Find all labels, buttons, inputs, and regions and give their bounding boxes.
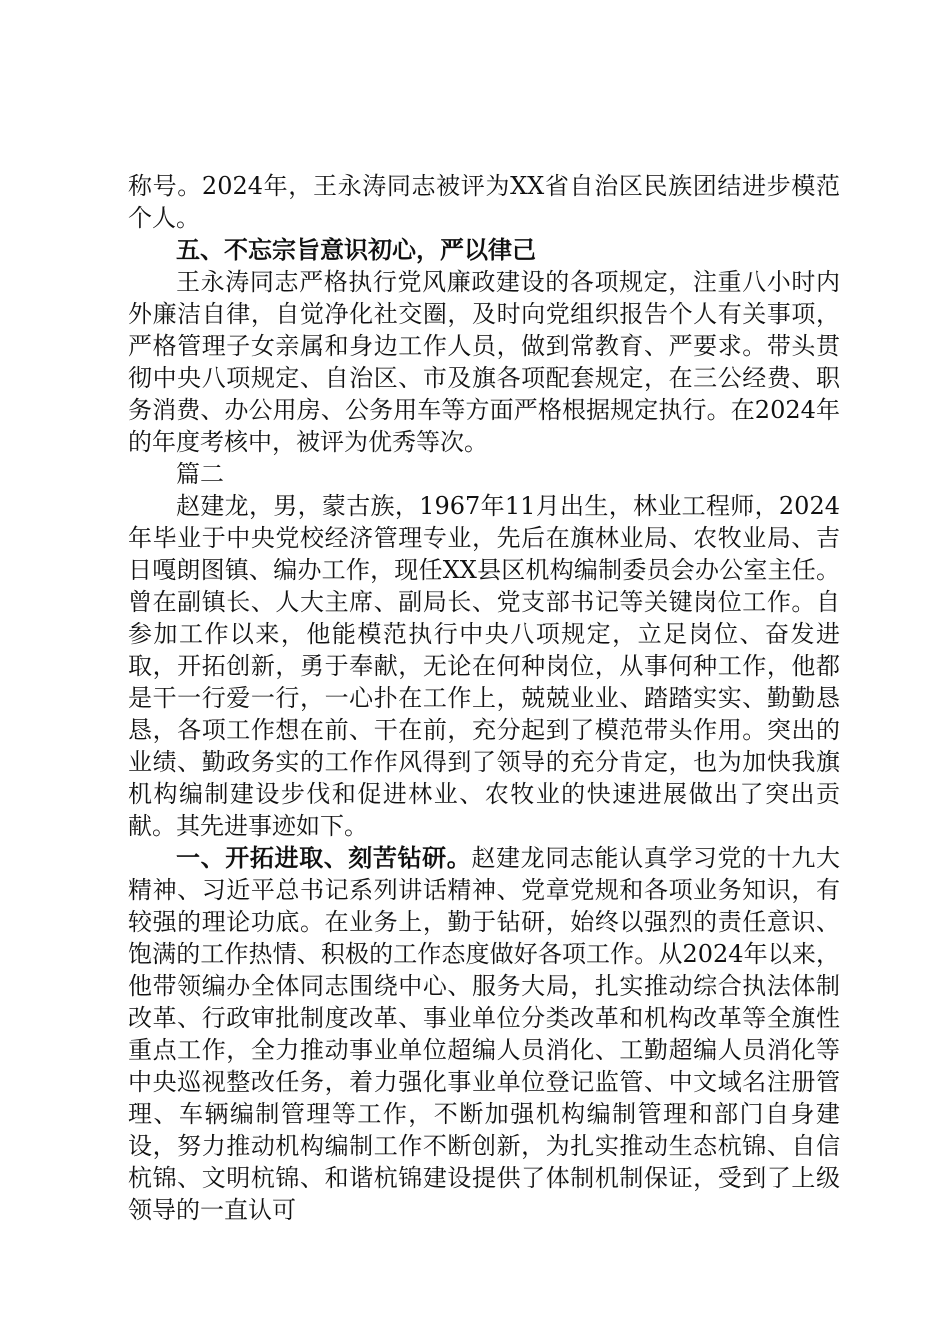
section-one-paragraph	[128, 842, 840, 1226]
section-one-body: 赵建龙同志能认真学习党的十九大精神、习近平总书记系列讲话精神、党章党规和各项业务知识，有较强的理论功底。在业务上，勤于钻研，始终以强烈的责任意识、饱满的工作热情、积极的工作态度做好各项工作。从2024年以来，他带领编办全体同志围绕中心、服务大局，扎实推动综合执法体制改革、行政审批制度改革、事业单位分类改革和机构改革等全旗性重点工作，全力推动事业单位超编人员消化、工勤超编人员消化等中央巡视整改任务，着力强化事业单位登记监管、中文域名注册管理、车辆编制管理等工作，不断加强机构编制管理和部门自身建设，努力推动机构编制工作不断创新，为扎实推动生态杭锦、自信杭锦、文明杭锦、和谐杭锦建设提供了体制机制保证，受到了上级领导的一直认可	[128, 844, 841, 1224]
section-five-body: 王永涛同志严格执行党风廉政建设的各项规定，注重八小时内外廉洁自律，自觉净化社交圈，及时向党组织报告个人有关事项，严格管理子女亲属和身边工作人员，做到常教育、严要求。带头贯彻中央八项规定、自治区、市及旗各项配套规定，在三公经费、职务消费、办公用房、公务用车等方面严格根据规定执行。在2024年的年度考核中，被评为优秀等次。	[128, 268, 840, 456]
section-one-lead: 一、开拓进取、刻苦钻研。	[176, 843, 472, 872]
part-two-intro: 赵建龙，男，蒙古族，1967年11月出生，林业工程师，2024年毕业于中央党校经济管理专业，先后在旗林业局、农牧业局、吉日嘎朗图镇、编办工作，现任XX县区机构编制委员会办公室主任。曾在副镇长、人大主席、副局长、党支部书记等关键岗位工作。自参加工作以来，他能模范执行中央八项规定，立足岗位、奋发进取，开拓创新，勇于奉献，无论在何种岗位，从事何种工作，他都是干一行爱一行，一心扑在工作上，兢兢业业、踏踏实实、勤勤恳恳，各项工作想在前、干在前，充分起到了模范带头作用。突出的业绩、勤政务实的工作作风得到了领导的充分肯定，也为加快我旗机构编制建设步伐和促进林业、农牧业的快速进展做出了突出贡献。其先进事迹如下。	[128, 492, 840, 840]
document-page	[128, 170, 840, 1226]
section-five-heading: 五、不忘宗旨意识初心，严以律己	[176, 235, 536, 264]
continuation-paragraph: 称号。2024年，王永涛同志被评为XX省自治区民族团结进步模范个人。	[128, 172, 840, 232]
part-two-label: 篇二	[176, 460, 224, 488]
